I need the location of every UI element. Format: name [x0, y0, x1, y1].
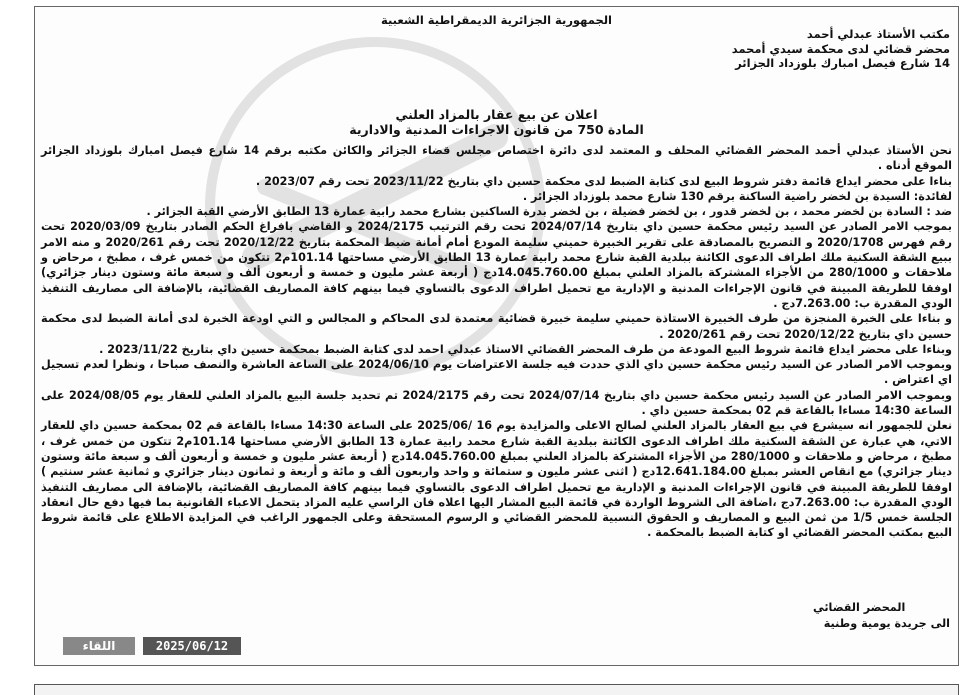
- title-line-1: اعلان عن بيع عقار بالمزاد العلني: [395, 107, 598, 122]
- office-address: 14 شارع فيصل امبارك بلوزداد الجزائر: [735, 56, 950, 70]
- next-announcement-edge: [34, 684, 959, 695]
- paragraph: وبموجب الامر الصادر عن السيد رئيس محكمة حسين داي بتاريخ 2024/07/14 تحت رقم 2024/2175 تم تحديد جلسة البيع بالمزاد العلني للعقار يوم 2024/08/05 على الساعة 14:30 مساءا بالقاعة قم 02 بمحكمة حسين داي .: [41, 388, 952, 418]
- paragraph: نعلن للجمهور انه سيشرع في بيع العقار بالمزاد العلني لصالح الاعلى والمزايدة يوم 16 /2025/06 على الساعة 14:30 مساءا بالقاعة قم 02 بمحكمة حسين داي للعقار الاتي، هي عبارة عن الشقة السكنية ملك اطراف الدعوى الكائنة ببلدية القبة شارع محمد رابية عمارة 13 الطابق الأرضي مساحتها 101.14م2 تتكون من خمس غرف ، مطبخ ، مرحاض و ملاحقات و 280/1000 من الأجزاء المشتركة بالمزاد العلني بمبلغ 14.045.760.00دج ( أربعة عشر مليون و خمسة و أربعون ألف و سبعة مائة وستون دينار جزائري) مع انقاص العشر بمبلغ 12.641.184.00دج ( اثنى عشر مليون و ستمائة و واحد واربعون ألف و مائة و أربعة و ثمانون دينار جزائري و ثمانية عشر سنتيم ) اوفقا للطريقة المبينة في قانون الإجراءات المدنية و الإدارية مع تحميل اطراف الدعوى بالتساوي فيما بينهم كافة المصاريف القضائية، بالإضافة الى مصاريف التنفيذ الودي المقدرة ب: 7.263.00دج ،اضافة الى الشروط الواردة في قائمة البيع المشار اليها اعلاه فان الراسي عليه المزاد يتحمل الاعباء القانونية بما فيها دفع حال انعقاد الجلسة خمس 1/5 من ثمن البيع و المصاريف و الحقوق النسبية للمحضر القضائي و الرسوم المستحقة وعلى الجمهور الراغب في المزايدة الاطلاع على قائمة شروط البيع بمكتب المحضر القضائي او كتابة الضبط بالمحكمة .: [41, 419, 953, 540]
- paragraph: وبموجب الامر الصادر عن السيد رئيس محكمة حسين داي الذي حددت فيه جلسة الاعتراضات يوم 2024/06/10 على الساعة العاشرة والنصف صباحا ، ونظرا لعدم تسجيل اي اعتراض .: [41, 358, 953, 387]
- newspaper-name: اللقاء: [63, 637, 135, 655]
- signer-title: المحضر القضائي: [813, 601, 906, 614]
- republic-heading: الجمهورية الجزائرية الديمقراطية الشعبية: [380, 13, 612, 27]
- title-line-2: المادة 750 من قانون الاجراءات المدنية والادارية: [349, 122, 644, 137]
- announcement-body: [41, 143, 952, 541]
- paragraph: ضد : السادة بن لخضر محمد ، بن لخضر قدور ، بن لخضر فضيلة ، بن لخضر بدرة الساكنين بشارع محمد رابية عمارة 13 الطابق الأرضي القبة الجزائر .: [146, 205, 952, 219]
- paragraph: و بناءا على الخبرة المنجزة من طرف الخبيرة الاستاذة حميني سليمة خبيرة قضائية معتمدة لدى المحاكم و المجالس و التي اودعة الخبرة لدى أمانة الضبط لدى محكمة حسين داي بتاريخ 2020/12/22 تحت رقم 2020/261 .: [41, 312, 952, 341]
- publication-target: الى جريدة يومية وطنية: [823, 617, 950, 630]
- office-court: محضر قضائي لدى محكمة سيدي أمحمد: [731, 41, 950, 56]
- announcement-title: [35, 107, 958, 137]
- paragraph: وبناءا على محضر ايداع قائمة شروط البيع المودعة من طرف المحضر القضائي الاستاذ عبدلي احمد لدى كتابة الضبط بمحكمة حسين داي بتاريخ 2023/11/22 .: [99, 342, 952, 356]
- paragraph: بموجب الامر الصادر عن السيد رئيس محكمة حسين داي بتاريخ 2024/07/14 تحت رقم الترتيب 2024/2175 و القاضي بافراغ الحكم الصادر بتاريخ 2020/03/09 تحت رقم فهرس 2020/1708 و التصريح بالمصادقة على تقرير الخبيرة حميني سليمة المودع أمام أمانة ضبط المحكمة بتاريخ 2020/12/22 تحت رقم 2020/261 و منه الامر ببيع الشقة السكنية ملك اطراف الدعوى الكائنة ببلدية القبة شارع محمد رابية عمارة 13 الطابق الأرضي مساحتها 101.14م2 تتكون من خمس غرف ، مطبخ ، مرحاض و ملاحقات و 280/1000 من الأجزاء المشتركة بالمزاد العلني بمبلغ 14.045.760.00دج ( أربعة عشر مليون و خمسة و أربعون ألف و سبعة مائة وستون دينار جزائري) اوفقا للطريقة المبينة في قانون الإجراءات المدنية و الإدارية مع تحميل اطراف الدعوى بالتساوي فيما بينهم كافة المصاريف القضائية، بالإضافة الى مصاريف التنفيذ الودي المقدرة ب: 7.263.00دج .: [41, 220, 953, 310]
- announcement-footer: [35, 601, 958, 665]
- paragraph: بناءا على محضر ايداع قائمة دفتر شروط البيع لدى كتابة الضبط لدى محكمة حسين داي بتاريخ 2023/11/22 تحت رقم 2023/07 .: [255, 174, 952, 188]
- bailiff-office-block: [732, 27, 950, 71]
- paragraph: لفائدة: السيدة بن لخضر راضية الساكنة برقم 130 شارع محمد بلوزداد الجزائر .: [522, 189, 952, 203]
- announcement-document: [34, 6, 959, 666]
- office-name: مكتب الأستاذ عبدلي أحمد: [806, 27, 950, 41]
- publication-date: 2025/06/12: [143, 637, 241, 655]
- paragraph: نحن الأستاذ عبدلي أحمد المحضر القضائي المحلف و المعتمد لدى دائرة اختصاص مجلس قضاء الجزائر والكائن مكتبه برقم 14 شارع فيصل امبارك بلوزداد الجزائر الموقع أدناه .: [41, 144, 952, 173]
